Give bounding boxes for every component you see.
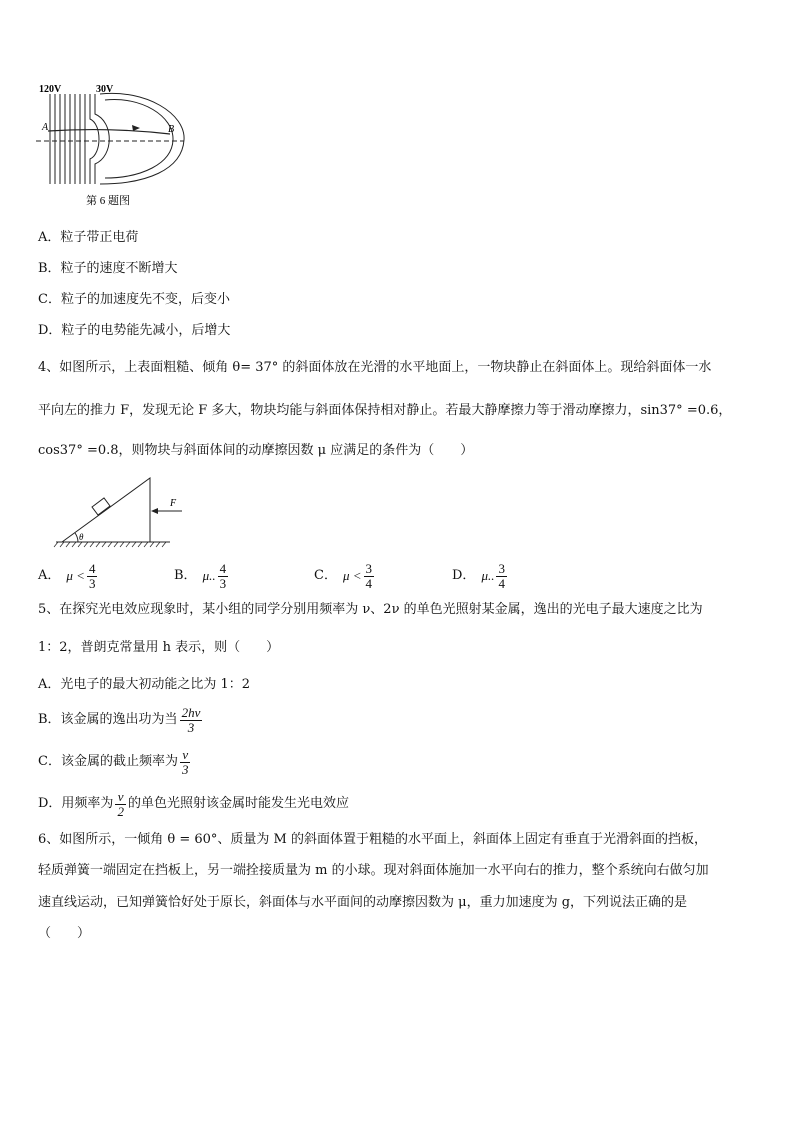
q5-option-b-num: 2hν [181, 704, 201, 720]
q5-option-b-fraction [180, 706, 203, 735]
label-a: A [42, 122, 49, 133]
q5-option-d-fraction [115, 790, 126, 819]
q5-option-d-den: 2 [117, 803, 124, 819]
q5-option-b-den: 3 [187, 719, 195, 735]
q5-option-d-post: 的单色光照射该金属时能发生光电效应 [127, 796, 349, 811]
q4-option-a-prefix: A． [38, 568, 61, 583]
label-30v: 30V [96, 84, 114, 95]
q4-option-d-num: 3 [498, 560, 505, 576]
q4-option-b-num: 4 [219, 560, 227, 576]
incline-figure [52, 474, 212, 552]
label-120v: 120V [39, 84, 62, 95]
q4-option-c-fraction [364, 562, 375, 591]
q4-line-3: cos37° =0.8，则物块与斜面体间的动摩擦因数 μ 应满足的条件为（ ） [38, 443, 474, 458]
q5-option-c-den: 3 [181, 761, 189, 777]
q3-option-d: D．粒子的电势能先减小，后增大 [38, 323, 231, 338]
incline-diagram [52, 474, 212, 552]
q4-option-c-prefix: C． [314, 568, 337, 583]
label-theta: θ [79, 532, 84, 542]
q4-option-c [314, 556, 376, 596]
q6-line-2: 轻质弹簧一端固定在挡板上，另一端拴接质量为 m 的小球。现对斜面体施加一水平向右的推力，整个系统向右做匀加 [38, 863, 709, 878]
q4-option-b-fraction [218, 562, 229, 591]
q5-option-c-text: C．该金属的截止频率为 [38, 754, 178, 769]
q5-option-b [38, 702, 204, 738]
q4-option-c-num: 3 [365, 560, 373, 576]
q5-option-c-fraction [180, 748, 191, 777]
q5-line-1: 5、在探究光电效应现象时，某小组的同学分别用频率为 ν、2ν 的单色光照射某金属，逸出的光电子最大速度之比为 [38, 602, 703, 617]
equipotential-diagram [36, 84, 186, 214]
q6-line-3: 速直线运动，已知弹簧恰好处于原长，斜面体与水平面间的动摩擦因数为 μ，重力加速度为 g，下列说法正确的是 [38, 895, 688, 910]
figure-caption: 第 6 题图 [86, 195, 130, 207]
q4-option-b-prefix: B． [174, 568, 197, 583]
q5-option-d-pre: D．用频率为 [38, 796, 114, 811]
q6-line-4: （ ） [38, 926, 91, 941]
q5-option-a: A．光电子的最大初动能之比为 1：2 [38, 677, 251, 692]
q4-line-2: 平向左的推力 F，发现无论 F 多大，物块均能与斜面体保持相对静止。若最大静摩擦力等于滑动摩擦力，sin37° =0.6， [38, 403, 732, 418]
q4-option-a-num: 4 [88, 560, 96, 576]
q6-line-1: 6、如图所示，一倾角 θ = 60°、质量为 M 的斜面体置于粗糙的水平面上，斜面体上固定有垂直于光滑斜面的挡板， [38, 832, 708, 847]
q4-line-1: 4、如图所示，上表面粗糙、倾角 θ= 37° 的斜面体放在光滑的水平地面上，一物块静止在斜面体上。现给斜面体一水 [38, 360, 712, 375]
q5-line-2: 1：2，普朗克常量用 h 表示，则（ ） [38, 640, 280, 655]
q4-option-a-den: 3 [88, 575, 96, 591]
q4-option-b [174, 556, 230, 596]
q4-option-d [452, 556, 509, 596]
label-b: B [168, 124, 175, 135]
q3-option-c: C．粒子的加速度先不变，后变小 [38, 292, 230, 307]
q5-option-c-num: ν [180, 748, 191, 763]
figure-6 [36, 84, 186, 214]
q4-option-c-den: 4 [365, 575, 373, 591]
q5-option-c [38, 744, 192, 780]
q5-option-d-num: ν [115, 790, 126, 805]
q4-option-d-fraction [496, 562, 507, 591]
q5-option-d [38, 786, 349, 822]
q4-option-a [38, 556, 99, 596]
q4-option-b-rel: μ.. [202, 568, 216, 583]
q4-option-a-rel: μ < [66, 568, 85, 583]
q3-option-a: A．粒子带正电荷 [38, 230, 139, 245]
q4-option-c-rel: μ < [342, 568, 362, 583]
label-f: F [170, 498, 177, 509]
q5-option-b-text: B．该金属的逸出功为当 [38, 712, 178, 727]
q4-option-d-den: 4 [498, 575, 505, 591]
q4-option-d-rel: μ.. [481, 568, 495, 583]
q4-option-b-den: 3 [219, 575, 227, 591]
q4-option-a-fraction [87, 562, 98, 591]
q3-option-b: B．粒子的速度不断增大 [38, 261, 178, 276]
q4-option-d-prefix: D． [452, 568, 476, 583]
